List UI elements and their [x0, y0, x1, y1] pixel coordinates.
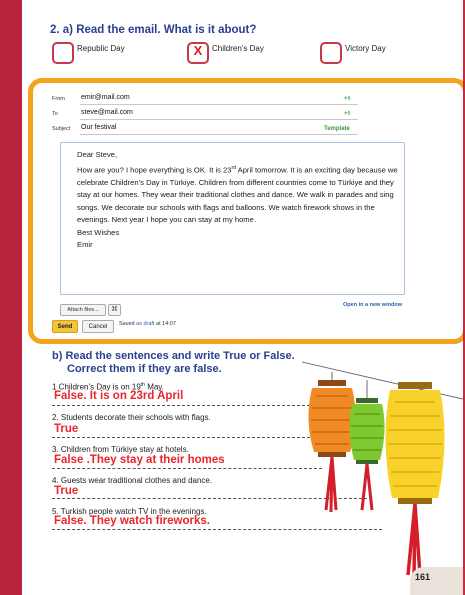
open-new-window-link[interactable]: Open in a new window [343, 302, 402, 308]
worksheet-page [22, 0, 463, 595]
option-label: Republic Day [77, 44, 125, 53]
paper-lanterns-illustration [302, 360, 463, 590]
from-field[interactable]: emir@mail.com [80, 94, 358, 105]
statement-2: 2. Students decorate their schools with flags. [52, 413, 211, 422]
send-button[interactable]: Send [52, 320, 78, 333]
check-mark: X [193, 43, 203, 58]
page-number: 161 [415, 572, 431, 582]
statement-3: 3. Children from Türkiye stay at hotels. [52, 445, 189, 454]
attach-files-button[interactable]: Attach files... [60, 304, 106, 316]
section-a-heading: 2. a) Read the email. What is it about? [50, 24, 257, 36]
add-contact-icon[interactable]: +◊ [344, 96, 351, 102]
section-b-heading: b) Read the sentences and write True or False. Correct them if they are false. [52, 350, 295, 375]
statement-5: 5. Turkish people watch TV in the evenings. [52, 507, 207, 516]
saved-status: Saved as draft at 14:07 [119, 321, 176, 327]
answer-line [52, 468, 322, 469]
to-row [52, 109, 406, 121]
email-composer [52, 90, 412, 340]
yellow-lantern-icon [385, 382, 444, 578]
answer-5[interactable]: False. They watch fireworks. [54, 515, 210, 527]
option-label: Victory Day [345, 44, 386, 53]
email-body-text: How are you? I hope everything is OK. It is 23rd April tomorrow. It is an exciting day because we celebrate Children’s Day in Türkiye. Children from different countries come to Türkiye and they stay at our homes. They wear their traditional clothes and dance. We walk in parades and sing songs. We decorate our schools with flags and balloons. We watch firework shows in the evenings. Next year I hope you can stay at my home. [77, 164, 398, 225]
answer-2[interactable]: True [54, 423, 79, 435]
subject-row [52, 124, 406, 136]
answer-4[interactable]: True [54, 485, 79, 497]
email-closing: Best Wishes [77, 227, 120, 237]
green-lantern-icon [349, 380, 384, 510]
answer-line [52, 437, 320, 438]
subject-label: Subject [52, 126, 71, 132]
statement-4: 4. Guests wear traditional clothes and dance. [52, 476, 213, 485]
to-field[interactable]: steve@mail.com [80, 109, 358, 120]
subject-field[interactable]: Our festival [80, 124, 358, 135]
email-greeting: Dear Steve, [77, 150, 118, 159]
answer-3[interactable]: False .They stay at their homes [54, 454, 225, 466]
checkbox[interactable] [52, 42, 74, 64]
email-signature: Emir [77, 240, 93, 250]
statement-1: 1 Children’s Day is on 19th May. [52, 382, 164, 392]
option-label: Children’s Day [212, 44, 264, 53]
checkbox[interactable] [320, 42, 342, 64]
cancel-button[interactable]: Cancel [82, 320, 114, 333]
paperclip-icon[interactable]: ⌘ [108, 304, 121, 316]
add-contact-icon[interactable]: +◊ [344, 111, 351, 117]
orange-lantern-icon [308, 372, 355, 512]
answer-1[interactable]: False. It is on 23rd April [54, 390, 184, 402]
to-label: To [52, 111, 58, 117]
from-label: From [52, 96, 65, 102]
email-body[interactable] [60, 142, 405, 295]
template-link[interactable]: Template [324, 126, 350, 132]
answer-line [52, 405, 320, 406]
from-row [52, 94, 406, 106]
